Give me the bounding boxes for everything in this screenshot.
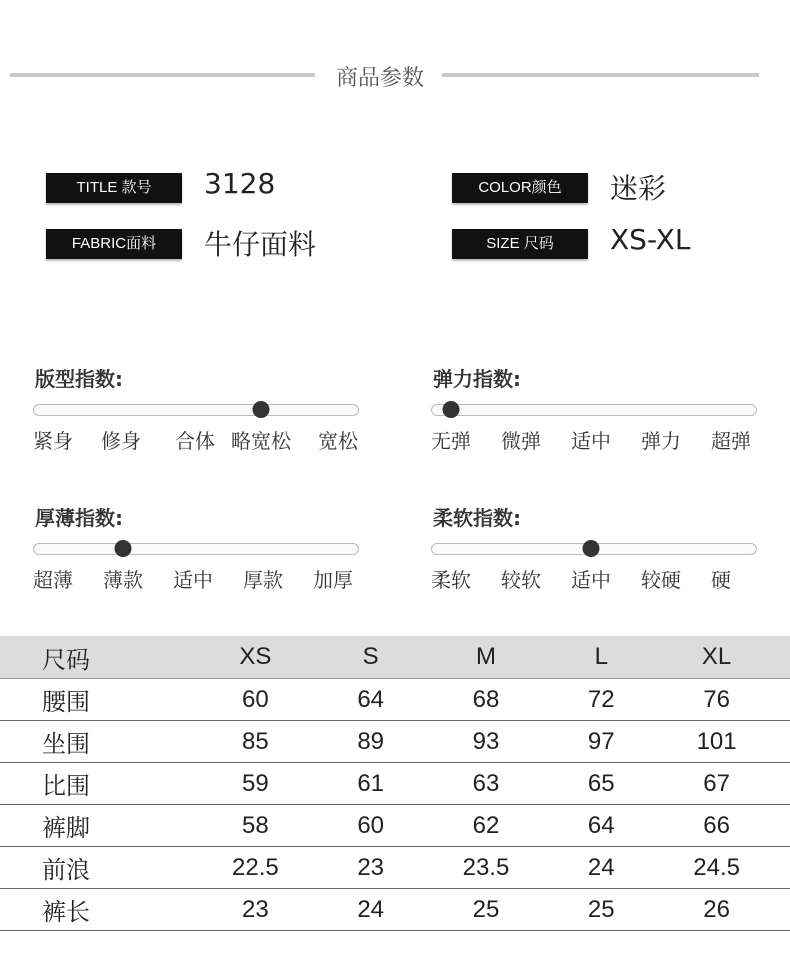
index-level-label: 加厚 (313, 568, 353, 592)
table-cell: 66 (643, 805, 790, 847)
index-fit-knob (253, 401, 270, 418)
index-softness (431, 502, 757, 592)
index-level-label: 硬 (711, 568, 731, 592)
spec-size (452, 223, 782, 263)
spec-size-value: XS-XL (610, 223, 691, 256)
table-cell: 58 (182, 805, 329, 847)
spec-fabric-tag: FABRIC面料 (46, 229, 182, 259)
table-cell: 25 (559, 889, 643, 931)
index-elasticity-knob (443, 401, 460, 418)
index-fit-label: 版型指数: (35, 367, 123, 391)
section-header (0, 55, 790, 95)
table-cell: 65 (559, 763, 643, 805)
table-row (0, 721, 790, 763)
index-elasticity-label: 弹力指数: (433, 367, 521, 391)
table-row (0, 889, 790, 931)
row-label-cell: 前浪 (0, 847, 182, 889)
size-table (0, 636, 790, 931)
table-cell: 72 (559, 679, 643, 721)
index-level-label: 紧身 (33, 429, 73, 453)
size-table-header-row (0, 636, 790, 679)
table-cell: 85 (182, 721, 329, 763)
header-cell: XL (643, 636, 790, 679)
index-softness-knob (583, 540, 600, 557)
index-fit-track (33, 404, 359, 416)
section-title: 商品参数 (335, 66, 424, 91)
index-level-label: 较硬 (641, 568, 681, 592)
index-level-label: 略宽松 (231, 429, 291, 453)
table-cell: 22.5 (182, 847, 329, 889)
index-level-label: 弹力 (641, 429, 681, 453)
table-cell: 76 (643, 679, 790, 721)
spec-color-value: 迷彩 (610, 172, 667, 205)
table-cell: 63 (413, 763, 560, 805)
row-label-cell: 坐围 (0, 721, 182, 763)
index-level-label: 超弹 (711, 429, 751, 453)
table-cell: 23 (182, 889, 329, 931)
spec-fabric (46, 223, 386, 263)
table-cell: 89 (329, 721, 413, 763)
index-softness-label: 柔软指数: (433, 506, 521, 530)
index-level-label: 较软 (501, 568, 541, 592)
table-cell: 59 (182, 763, 329, 805)
index-thickness (33, 502, 359, 592)
table-cell: 24 (559, 847, 643, 889)
table-cell: 25 (413, 889, 560, 931)
index-level-label: 微弹 (501, 429, 541, 453)
table-cell: 24.5 (643, 847, 790, 889)
spec-color-tag: COLOR颜色 (452, 173, 588, 203)
index-thickness-levels (33, 564, 363, 592)
spec-size-tag: SIZE 尺码 (452, 229, 588, 259)
header-cell: XS (182, 636, 329, 679)
table-row (0, 679, 790, 721)
index-level-label: 宽松 (318, 429, 358, 453)
spec-color (452, 167, 782, 207)
index-elasticity-levels (431, 425, 761, 453)
header-cell: 尺码 (0, 636, 182, 679)
table-cell: 24 (329, 889, 413, 931)
row-label-cell: 比围 (0, 763, 182, 805)
index-thickness-knob (115, 540, 132, 557)
index-elasticity (431, 363, 757, 453)
table-cell: 93 (413, 721, 560, 763)
table-cell: 23 (329, 847, 413, 889)
table-cell: 64 (559, 805, 643, 847)
spec-title (46, 167, 386, 207)
spec-title-tag: TITLE 款号 (46, 173, 182, 203)
index-level-label: 合体 (175, 429, 215, 453)
size-table-body (0, 679, 790, 931)
index-level-label: 适中 (571, 429, 611, 453)
index-level-label: 超薄 (33, 568, 73, 592)
header-divider-right (442, 73, 759, 77)
index-thickness-label: 厚薄指数: (35, 506, 123, 530)
index-fit (33, 363, 359, 453)
table-cell: 68 (413, 679, 560, 721)
table-cell: 97 (559, 721, 643, 763)
index-level-label: 修身 (101, 429, 141, 453)
table-cell: 62 (413, 805, 560, 847)
header-cell: L (559, 636, 643, 679)
header-cell: S (329, 636, 413, 679)
table-row (0, 805, 790, 847)
row-label-cell: 裤长 (0, 889, 182, 931)
table-cell: 26 (643, 889, 790, 931)
index-level-label: 适中 (571, 568, 611, 592)
index-elasticity-track (431, 404, 757, 416)
table-cell: 64 (329, 679, 413, 721)
index-level-label: 适中 (173, 568, 213, 592)
table-cell: 67 (643, 763, 790, 805)
spec-title-value: 3128 (204, 167, 276, 200)
index-level-label: 薄款 (103, 568, 143, 592)
table-row (0, 847, 790, 889)
table-row (0, 763, 790, 805)
table-cell: 61 (329, 763, 413, 805)
index-softness-levels (431, 564, 761, 592)
index-level-label: 柔软 (431, 568, 471, 592)
header-divider-left (10, 73, 315, 77)
table-cell: 60 (182, 679, 329, 721)
index-level-label: 厚款 (243, 568, 283, 592)
index-fit-levels (33, 425, 363, 453)
index-level-label: 无弹 (431, 429, 471, 453)
table-cell: 101 (643, 721, 790, 763)
header-cell: M (413, 636, 560, 679)
spec-fabric-value: 牛仔面料 (204, 228, 317, 261)
index-thickness-track (33, 543, 359, 555)
row-label-cell: 裤脚 (0, 805, 182, 847)
table-cell: 23.5 (413, 847, 560, 889)
table-cell: 60 (329, 805, 413, 847)
row-label-cell: 腰围 (0, 679, 182, 721)
